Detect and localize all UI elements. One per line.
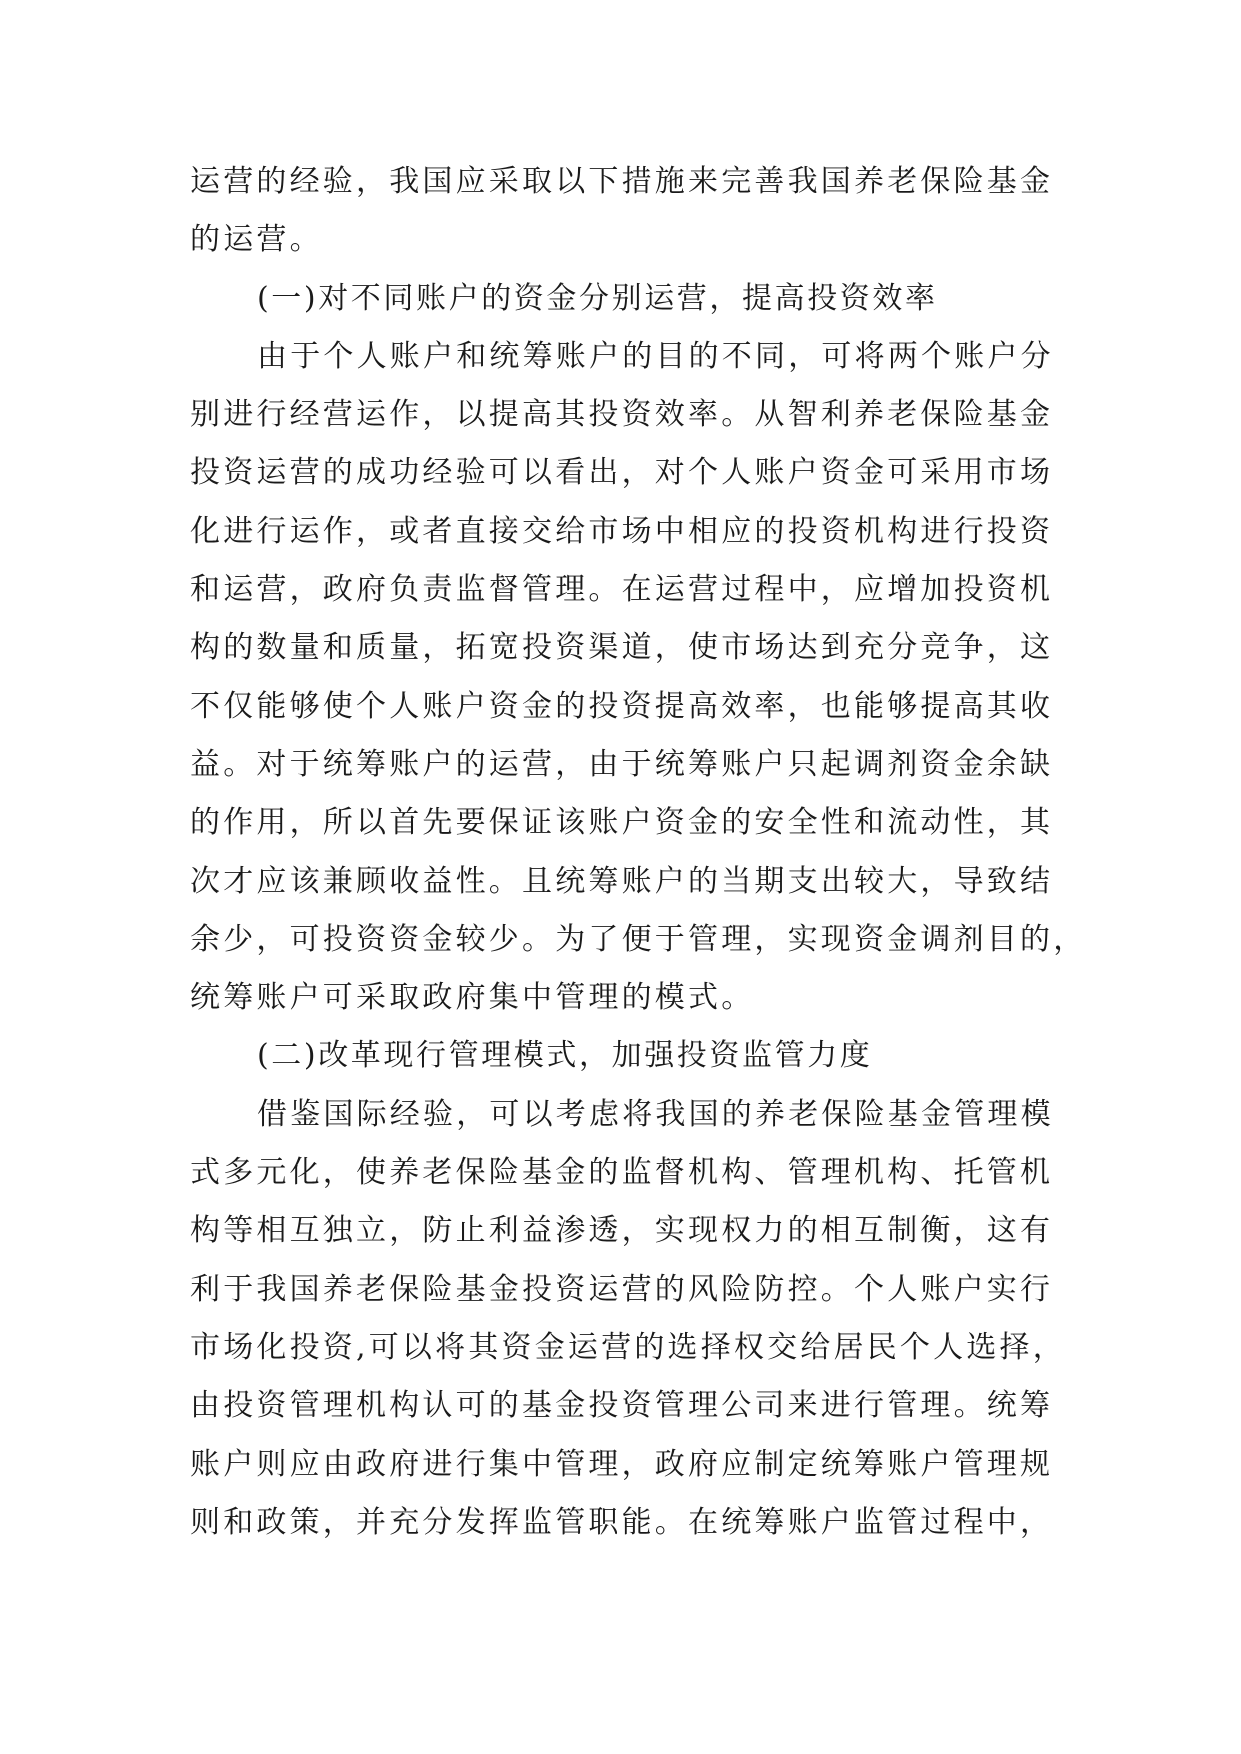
paragraph-first-line: 由于个人账户和统筹账户的目的不同，可将两个账户分 bbox=[257, 338, 1054, 374]
body-line: 不仅能够使个人账户资金的投资提高效率，也能够提高其收 bbox=[190, 688, 1054, 724]
body-line: 次才应该兼顾收益性。且统筹账户的当期支出较大，导致结 bbox=[190, 863, 1054, 899]
body-line: 统筹账户可采取政府集中管理的模式。 bbox=[190, 980, 755, 1016]
body-line: 化进行运作，或者直接交给市场中相应的投资机构进行投资 bbox=[190, 513, 1054, 549]
body-line: 构的数量和质量，拓宽投资渠道，使市场达到充分竞争，这 bbox=[190, 630, 1054, 666]
body-line: 则和政策，并充分发挥监管职能。在统筹账户监管过程中， bbox=[190, 1504, 1054, 1540]
body-line: 由投资管理机构认可的基金投资管理公司来进行管理。统筹 bbox=[190, 1388, 1054, 1424]
body-line: 和运营，政府负责监督管理。在运营过程中，应增加投资机 bbox=[190, 572, 1054, 608]
body-line: 账户则应由政府进行集中管理，政府应制定统筹账户管理规 bbox=[190, 1446, 1054, 1482]
body-line: 构等相互独立，防止利益渗透，实现权力的相互制衡，这有 bbox=[190, 1213, 1054, 1249]
body-line: 投资运营的成功经验可以看出，对个人账户资金可采用市场 bbox=[190, 455, 1054, 491]
paragraph-first-line: 借鉴国际经验，可以考虑将我国的养老保险基金管理模 bbox=[257, 1096, 1054, 1132]
body-line: 的运营。 bbox=[190, 222, 323, 258]
body-line: 利于我国养老保险基金投资运营的风险防控。个人账户实行 bbox=[190, 1271, 1054, 1307]
document-body bbox=[190, 153, 1087, 1552]
body-line: 市场化投资,可以将其资金运营的选择权交给居民个人选择， bbox=[190, 1329, 1066, 1365]
body-line: 式多元化，使养老保险基金的监督机构、管理机构、托管机 bbox=[190, 1155, 1054, 1191]
body-line: 别进行经营运作，以提高其投资效率。从智利养老保险基金 bbox=[190, 397, 1054, 433]
section-heading: (一)对不同账户的资金分别运营，提高投资效率 bbox=[257, 280, 938, 316]
body-line: 余少，可投资资金较少。为了便于管理，实现资金调剂目的， bbox=[190, 921, 1087, 957]
section-heading: (二)改革现行管理模式，加强投资监管力度 bbox=[257, 1038, 873, 1074]
body-line: 的作用，所以首先要保证该账户资金的安全性和流动性，其 bbox=[190, 805, 1054, 841]
body-line: 运营的经验，我国应采取以下措施来完善我国养老保险基金 bbox=[190, 164, 1054, 199]
body-line: 益。对于统筹账户的运营，由于统筹账户只起调剂资金余缺 bbox=[190, 746, 1054, 782]
